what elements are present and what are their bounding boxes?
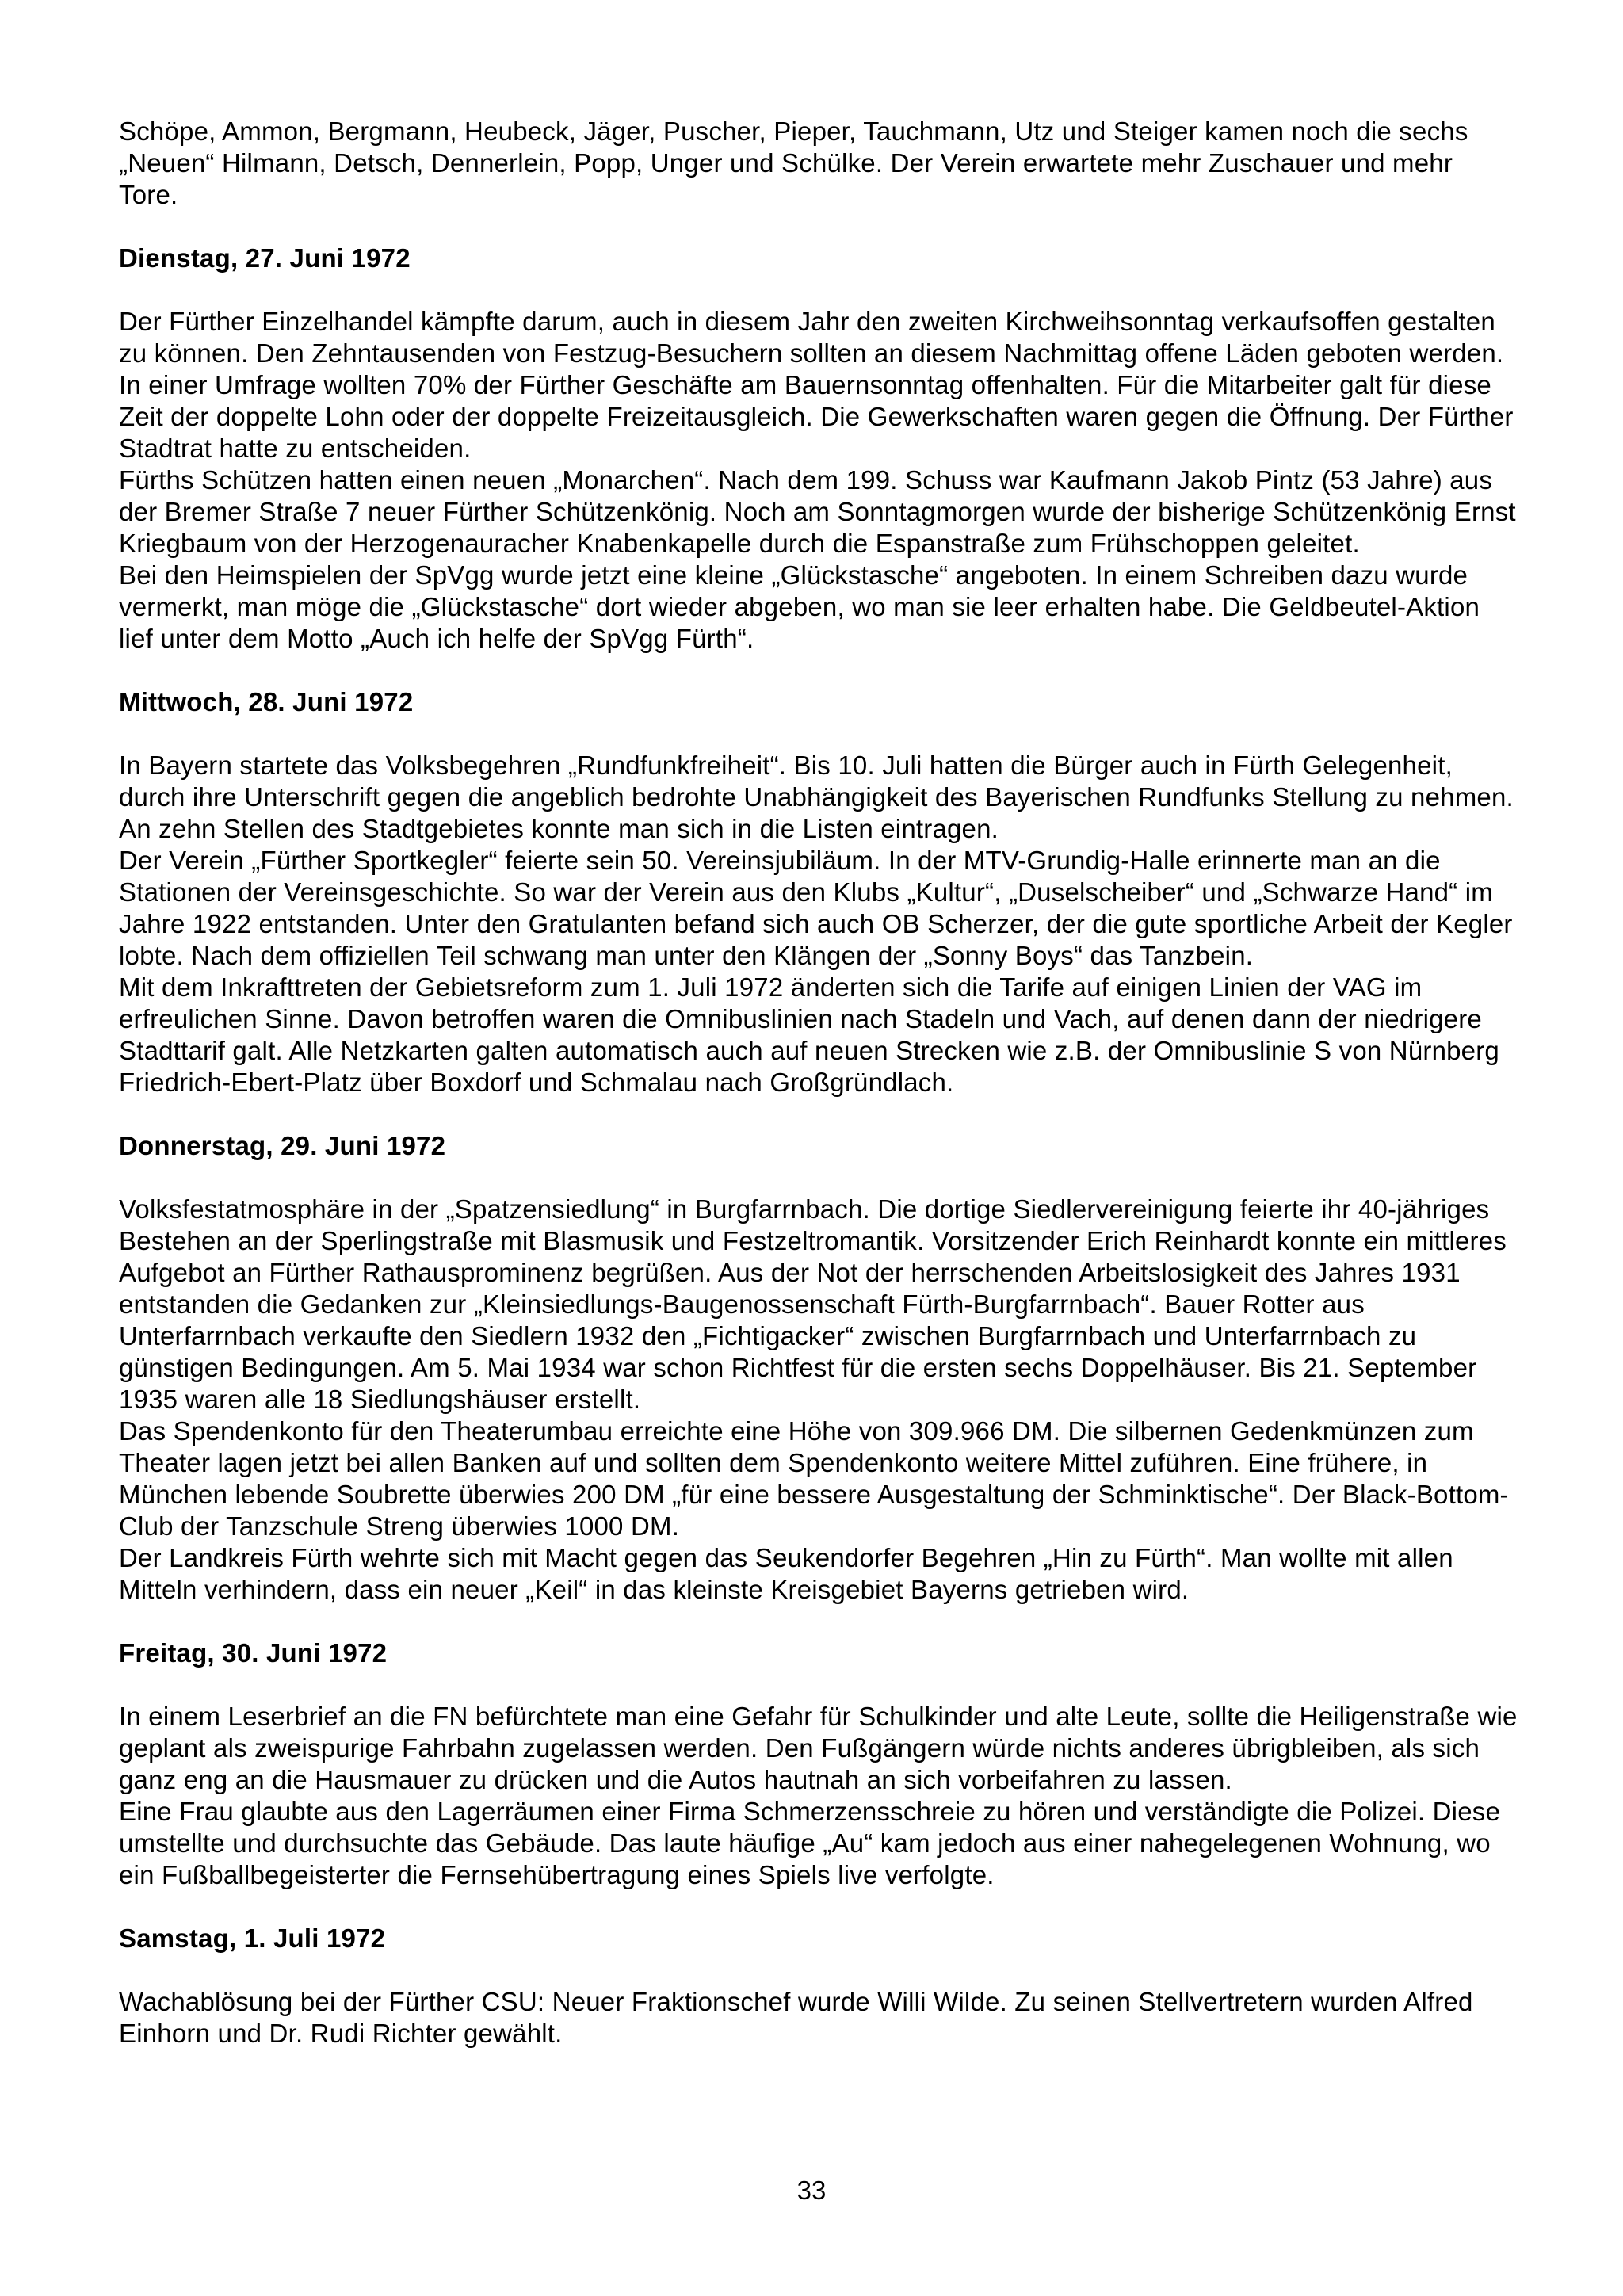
- section-heading: Freitag, 30. Juni 1972: [119, 1638, 388, 1668]
- paragraph: Bei den Heimspielen der SpVgg wurde jetzt eine kleine „Glückstasche“ angeboten. In einem Schreiben dazu wurde vermerkt, man möge die „Glückstasche“ dort wieder abgeben, wo man sie leer erhalten habe. Die Geldbeutel-Aktion lief unter dem Motto „Auch ich helfe der SpVgg Fürth“.: [119, 560, 1480, 653]
- paragraph: Das Spendenkonto für den Theaterumbau erreichte eine Höhe von 309.966 DM. Die silbernen Gedenkmünzen zum Theater lagen jetzt bei allen Banken auf und sollten dem Spendenkonto weitere Mittel zuführen. Eine frühere, in München lebende Soubrette überwies 200 DM „für eine bessere Ausgestaltung der Schminktische“. Der Black-Bottom-Club der Tanzschule Streng überwies 1000 DM.: [119, 1416, 1509, 1541]
- section-donnerstag-29-juni-1972: [119, 1130, 1518, 1606]
- page-content: [119, 116, 1518, 2050]
- paragraph: Der Fürther Einzelhandel kämpfte darum, auch in diesem Jahr den zweiten Kirchweihsonntag verkaufsoffen gestalten zu können. Den Zehntausenden von Festzug-Besuchern sollten an diesem Nachmittag offene Läden geboten werden. In einer Umfrage wollten 70% der Fürther Geschäfte am Bauernsonntag offenhalten. Für die Mitarbeiter galt für diese Zeit der doppelte Lohn oder der doppelte Freizeitausgleich. Die Gewerkschaften waren gegen die Öffnung. Der Fürther Stadtrat hatte zu entscheiden.: [119, 307, 1514, 463]
- section-samstag-1-juli-1972: [119, 1923, 1518, 2050]
- section-intro: [119, 116, 1518, 211]
- paragraph: In Bayern startete das Volksbegehren „Rundfunkfreiheit“. Bis 10. Juli hatten die Bürger auch in Fürth Gelegenheit, durch ihre Unterschrift gegen die angeblich bedrohte Unabhängigkeit des Bayerischen Rundfunks Stellung zu nehmen. An zehn Stellen des Stadtgebietes konnte man sich in die Listen eintragen.: [119, 751, 1514, 843]
- paragraph: Der Verein „Fürther Sportkegler“ feierte sein 50. Vereinsjubiläum. In der MTV-Grundig-Halle erinnerte man an die Stationen der Vereinsgeschichte. So war der Verein aus den Klubs „Kultur“, „Duselscheiber“ und „Schwarze Hand“ im Jahre 1922 entstanden. Unter den Gratulanten befand sich auch OB Scherzer, der die gute sportliche Arbeit der Kegler lobte. Nach dem offiziellen Teil schwang man unter den Klängen der „Sonny Boys“ das Tanzbein.: [119, 846, 1513, 970]
- section-heading: Samstag, 1. Juli 1972: [119, 1924, 386, 1953]
- section-heading: Dienstag, 27. Juni 1972: [119, 243, 411, 273]
- paragraph: Volksfestatmosphäre in der „Spatzensiedlung“ in Burgfarrnbach. Die dortige Siedlervereinigung feierte ihr 40-jähriges Bestehen an der Sperlingstraße mit Blasmusik und Festzeltromantik. Vorsitzender Erich Reinhardt konnte ein mittleres Aufgebot an Fürther Rathausprominenz begrüßen. Aus der Not der herrschenden Arbeitslosigkeit des Jahres 1931 entstanden die Gedanken zur „Kleinsiedlungs-Baugenossenschaft Fürth-Burgfarrnbach“. Bauer Rotter aus Unterfarrnbach verkaufte den Siedlern 1932 den „Fichtigacker“ zwischen Burgfarrnbach und Unterfarrnbach zu günstigen Bedingungen. Am 5. Mai 1934 war schon Richtfest für die ersten sechs Doppelhäuser. Bis 21. September 1935 waren alle 18 Siedlungshäuser erstellt.: [119, 1194, 1507, 1414]
- paragraph: Fürths Schützen hatten einen neuen „Monarchen“. Nach dem 199. Schuss war Kaufmann Jakob Pintz (53 Jahre) aus der Bremer Straße 7 neuer Fürther Schützenkönig. Noch am Sonntagmorgen wurde der bisherige Schützenkönig Ernst Kriegbaum von der Herzogenauracher Knabenkapelle durch die Espanstraße zum Frühschoppen geleitet.: [119, 465, 1516, 558]
- paragraph: Eine Frau glaubte aus den Lagerräumen einer Firma Schmerzensschreie zu hören und verständigte die Polizei. Diese umstellte und durchsuchte das Gebäude. Das laute häufige „Au“ kam jedoch aus einer nahegelegenen Wohnung, wo ein Fußballbegeisterter die Fernsehübertragung eines Spiels live verfolgte.: [119, 1797, 1501, 1889]
- paragraph: Schöpe, Ammon, Bergmann, Heubeck, Jäger, Puscher, Pieper, Tauchmann, Utz und Steiger kamen noch die sechs „Neuen“ Hilmann, Detsch, Dennerlein, Popp, Unger und Schülke. Der Verein erwartete mehr Zuschauer und mehr Tore.: [119, 117, 1468, 209]
- section-heading: Donnerstag, 29. Juni 1972: [119, 1131, 446, 1160]
- section-freitag-30-juni-1972: [119, 1637, 1518, 1891]
- paragraph: Wachablösung bei der Fürther CSU: Neuer Fraktionschef wurde Willi Wilde. Zu seinen Stellvertretern wurden Alfred Einhorn und Dr. Rudi Richter gewählt.: [119, 1987, 1473, 2048]
- paragraph: Der Landkreis Fürth wehrte sich mit Macht gegen das Seukendorfer Begehren „Hin zu Fürth“. Man wollte mit allen Mitteln verhindern, dass ein neuer „Keil“ in das kleinste Kreisgebiet Bayerns getrieben wird.: [119, 1543, 1453, 1604]
- paragraph: Mit dem Inkrafttreten der Gebietsreform zum 1. Juli 1972 änderten sich die Tarife auf einigen Linien der VAG im erfreulichen Sinne. Davon betroffen waren die Omnibuslinien nach Stadeln und Vach, auf denen dann der niedrigere Stadttarif galt. Alle Netzkarten galten automatisch auch auf neuen Strecken wie z.B. der Omnibuslinie S von Nürnberg Friedrich-Ebert-Platz über Boxdorf und Schmalau nach Großgründlach.: [119, 972, 1499, 1097]
- section-mittwoch-28-juni-1972: [119, 686, 1518, 1098]
- page-number: 33: [796, 2176, 827, 2205]
- paragraph: In einem Leserbrief an die FN befürchtete man eine Gefahr für Schulkinder und alte Leute, sollte die Heiligenstraße wie geplant als zweispurige Fahrbahn zugelassen werden. Den Fußgängern würde nichts anderes übrigbleiben, als sich ganz eng an die Hausmauer zu drücken und die Autos hautnah an sich vorbeifahren zu lassen.: [119, 1702, 1518, 1794]
- section-heading: Mittwoch, 28. Juni 1972: [119, 687, 414, 716]
- section-dienstag-27-juni-1972: [119, 243, 1518, 655]
